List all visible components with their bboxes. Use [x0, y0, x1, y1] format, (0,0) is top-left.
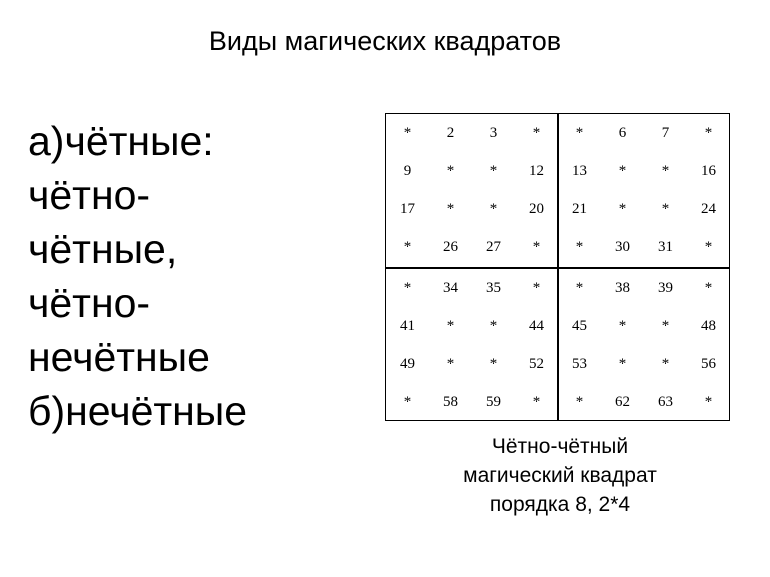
grid-cell: *: [403, 124, 412, 141]
grid-cell: *: [618, 355, 627, 372]
grid-cell: *: [532, 279, 541, 296]
grid-cell: 26: [443, 238, 458, 255]
grid-cell: *: [489, 162, 498, 179]
grid-cell: *: [532, 124, 541, 141]
grid-cell: 7: [661, 124, 670, 141]
grid-cell: 58: [443, 393, 458, 410]
list-line: чётно-: [28, 280, 151, 326]
grid-cell: *: [704, 238, 713, 255]
grid-cell: 13: [572, 162, 587, 179]
grid-cell: 21: [572, 200, 587, 217]
grid-cell: *: [403, 393, 412, 410]
grid-cell: 9: [403, 162, 412, 179]
slide-title: Виды магических квадратов: [208, 26, 562, 56]
caption-line: Чётно-чётный: [491, 435, 629, 458]
grid-cell: *: [575, 124, 584, 141]
grid-cell: *: [575, 238, 584, 255]
grid-cell: 2: [446, 124, 455, 141]
grid-cell: *: [403, 238, 412, 255]
list-line: нечётные: [28, 334, 210, 380]
grid-cell: 41: [400, 317, 415, 334]
grid-cell: 59: [486, 393, 501, 410]
list-line: а)чётные:: [28, 118, 214, 164]
grid-cell: 6: [618, 124, 627, 141]
grid-cell: *: [704, 279, 713, 296]
grid-cell: 30: [615, 238, 630, 255]
grid-cell: *: [575, 279, 584, 296]
grid-cell: 48: [701, 317, 716, 334]
grid-cell: *: [661, 162, 670, 179]
grid-cell: 52: [529, 355, 544, 372]
list-line: б)нечётные: [28, 388, 248, 434]
grid-cell: 63: [658, 393, 673, 410]
grid-cell: 24: [701, 200, 716, 217]
grid-cell: *: [489, 355, 498, 372]
list-line: чётные,: [28, 226, 178, 272]
caption-line: порядка 8, 2*4: [489, 493, 631, 516]
grid-cell: *: [575, 393, 584, 410]
grid-cell: *: [446, 162, 455, 179]
grid-cell: *: [618, 162, 627, 179]
grid-cell: 44: [529, 317, 544, 334]
grid-cell: *: [661, 355, 670, 372]
grid-cell: *: [532, 393, 541, 410]
grid-cell: 31: [658, 238, 673, 255]
grid-cell: *: [446, 355, 455, 372]
grid-cell: 16: [701, 162, 716, 179]
grid-cell: 53: [572, 355, 587, 372]
grid-cell: *: [704, 393, 713, 410]
grid-cell: 56: [701, 355, 716, 372]
grid-cell: 39: [658, 279, 673, 296]
grid-cell: 3: [489, 124, 498, 141]
grid-cell: 17: [400, 200, 415, 217]
grid-cell: *: [446, 317, 455, 334]
grid-cell: *: [618, 317, 627, 334]
grid-cell: *: [661, 317, 670, 334]
grid-cell: 38: [615, 279, 630, 296]
grid-cell: 12: [529, 162, 544, 179]
grid-cell: *: [618, 200, 627, 217]
grid-cell: *: [446, 200, 455, 217]
types-list: [28, 114, 247, 438]
grid-cell: *: [489, 200, 498, 217]
list-line: чётно-: [28, 172, 151, 218]
grid-cell: 62: [615, 393, 630, 410]
grid-cell: 20: [529, 200, 544, 217]
grid-cell: 35: [486, 279, 501, 296]
grid-cell: 34: [443, 279, 458, 296]
grid-cell: *: [532, 238, 541, 255]
grid-cell: *: [403, 279, 412, 296]
grid-caption: [410, 432, 710, 519]
grid-cell: *: [489, 317, 498, 334]
grid-cell: *: [661, 200, 670, 217]
grid-cell: 45: [572, 317, 587, 334]
grid-cell: 49: [400, 355, 415, 372]
magic-square-grid: [385, 113, 730, 421]
caption-line: магический квадрат: [463, 464, 657, 487]
grid-cell: 27: [486, 238, 501, 255]
grid-cell: *: [704, 124, 713, 141]
